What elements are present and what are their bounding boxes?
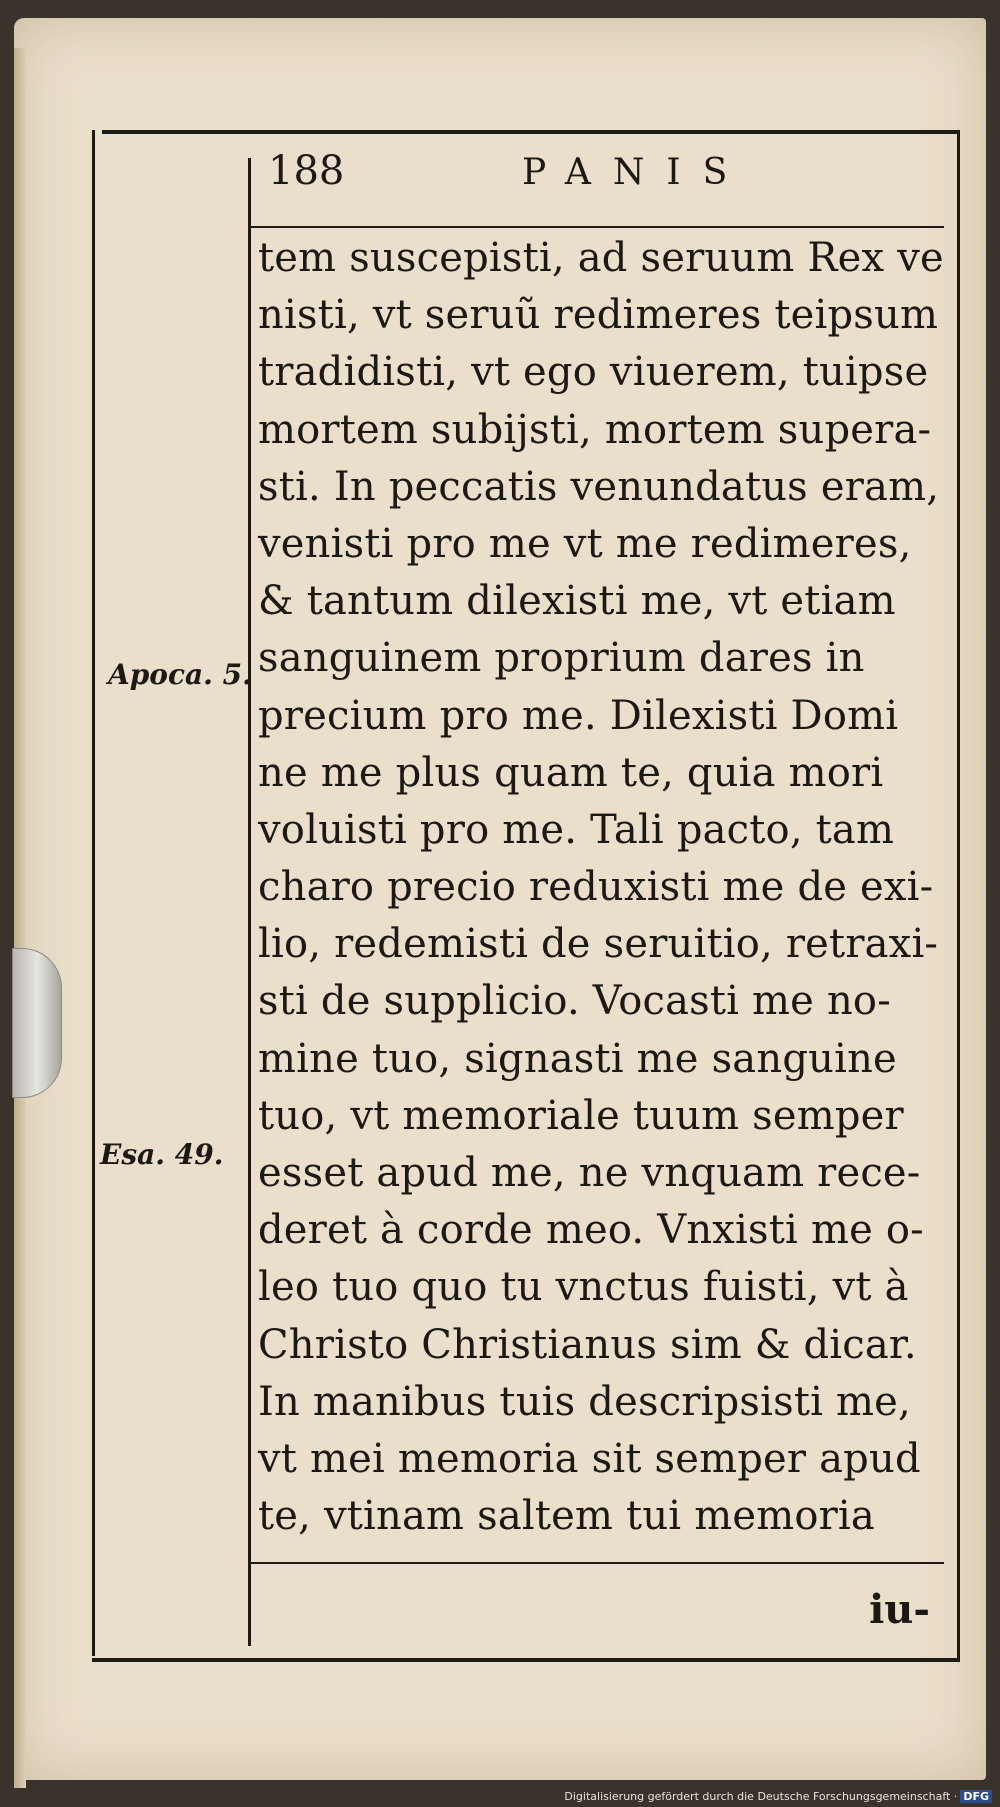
text-line: leo tuo quo tu vnctus fuisti, vt à: [258, 1264, 909, 1311]
text-line: precium pro me. Dilexisti Domi: [258, 692, 899, 739]
marginal-note: Apoca. 5.: [108, 658, 252, 691]
page-number: 188: [268, 148, 345, 194]
text-line: vt mei memoria sit semper apud: [258, 1435, 921, 1482]
text-line: & tantum dilexisti me, vt etiam: [258, 578, 896, 625]
footer-rule: [250, 1562, 944, 1564]
body-text: [258, 230, 958, 1545]
text-line: charo precio reduxisti me de exi-: [258, 864, 934, 911]
text-line: sanguinem proprium dares in: [258, 635, 865, 682]
running-head: PANIS: [522, 152, 750, 193]
frame-rule-bottom: [92, 1658, 960, 1662]
catchword: iu-: [869, 1586, 930, 1633]
text-line: In manibus tuis descripsisti me,: [258, 1378, 911, 1425]
text-line: venisti pro me vt me redimeres,: [258, 520, 912, 567]
text-line: mortem subijsti, mortem supera-: [258, 406, 932, 453]
page-clip: [12, 948, 62, 1098]
page-edge: [14, 48, 26, 1788]
marginal-note: Esa. 49.: [100, 1138, 224, 1171]
text-line: lio, redemisti de seruitio, retraxi-: [258, 921, 939, 968]
frame-rule-left: [92, 130, 95, 1656]
text-line: ne me plus quam te, quia mori: [258, 749, 884, 796]
text-line: sti de supplicio. Vocasti me no-: [258, 978, 891, 1025]
dfg-logo: DFG: [960, 1790, 992, 1803]
text-frame: [82, 118, 960, 1676]
text-line: deret à corde meo. Vnxisti me o-: [258, 1207, 924, 1254]
credit-text: Digitalisierung gefördert durch die Deutsche Forschungsgemeinschaft ·: [564, 1790, 958, 1803]
margin-rule: [248, 158, 251, 1646]
text-line: sti. In peccatis venundatus eram,: [258, 463, 940, 510]
frame-rule-top: [102, 130, 960, 134]
text-line: esset apud me, ne vnquam rece-: [258, 1150, 921, 1196]
header-rule: [250, 226, 944, 228]
text-line: Christo Christianus sim & dicar.: [258, 1321, 917, 1368]
text-line: te, vtinam saltem tui memoria: [258, 1493, 875, 1540]
text-line: tradidisti, vt ego viuerem, tuipse: [258, 349, 929, 396]
text-line: tem suscepisti, ad seruum Rex ve: [258, 235, 944, 281]
text-line: nisti, vt seruũ redimeres teipsum: [258, 292, 939, 339]
digitization-credit: [564, 1790, 992, 1803]
book-page: [14, 18, 986, 1780]
text-line: tuo, vt memoriale tuum semper: [258, 1092, 904, 1139]
text-line: voluisti pro me. Tali pacto, tam: [258, 806, 895, 853]
text-line: mine tuo, signasti me sanguine: [258, 1035, 897, 1082]
